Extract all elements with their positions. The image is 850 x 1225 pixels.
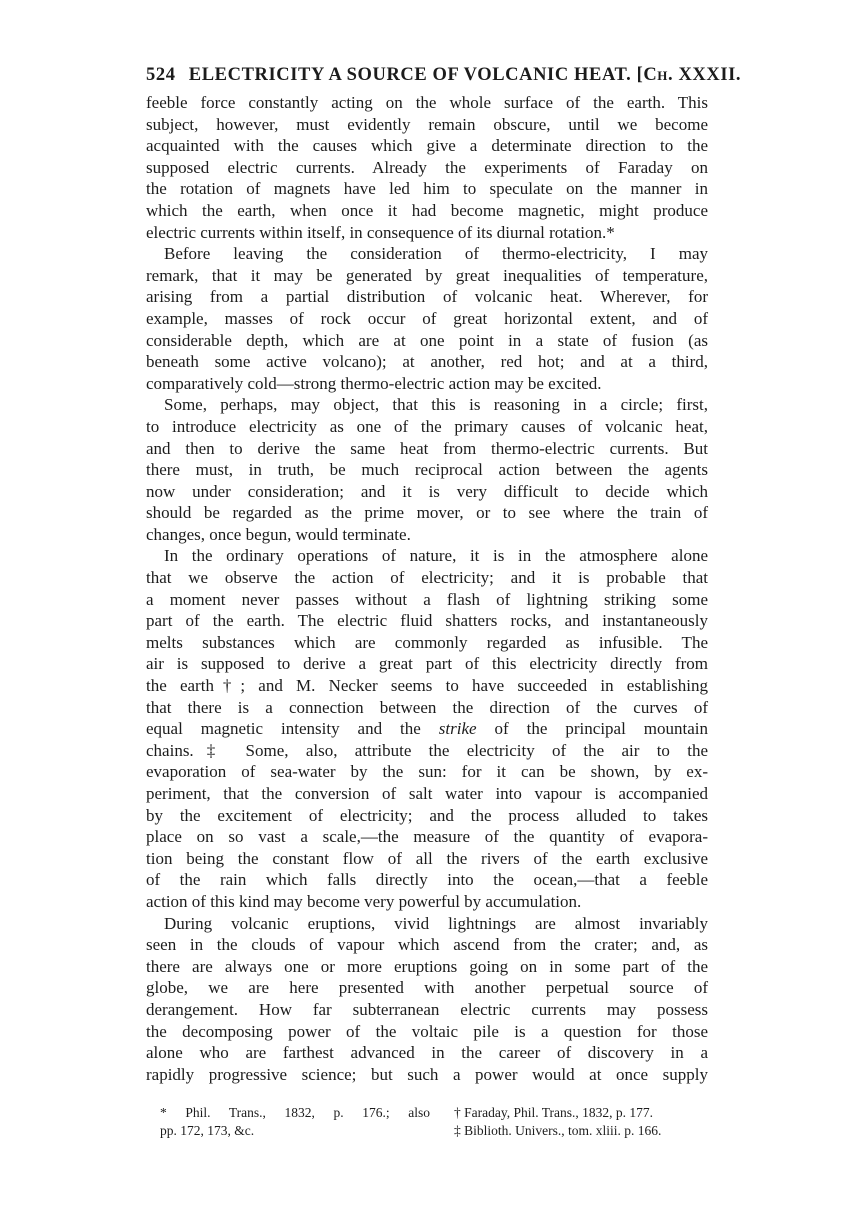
running-head [146,62,742,92]
text-line: changes, once begun, would terminate. [146,524,411,544]
text-line: now under consideration; and it is very difficult to decide which [146,481,708,501]
text-line: supposed electric currents. Already the experiments of Faraday on [146,157,708,177]
running-title: ELECTRICITY A SOURCE OF VOLCANIC HEAT. [188,65,632,85]
text-line: action of this kind may become very powerful by accumulation. [146,891,582,911]
text-line: which the earth, when once it had become magnetic, might produce [146,200,708,220]
text-line: During volcanic eruptions, vivid lightnings are almost invariably [164,913,708,933]
footnote-left [160,1104,430,1140]
text-line: acquainted with the causes which give a determinate direction to the [146,136,708,156]
chapter-label: [Ch. XXXII. [636,65,742,85]
text-line: that there is a connection between the direction of the curves of [146,697,708,717]
text-line: arising from a partial distribution of volcanic heat. Wherever, for [146,287,708,307]
footnote-line: pp. 172, 173, &c. [160,1123,255,1138]
text-line: by the excitement of electricity; and the process alluded to takes [146,805,708,825]
text-line: place on so vast a scale,—the measure of the quantity of evapora- [146,827,708,847]
text-line: comparatively cold—strong thermo-electric action may be excited. [146,373,602,393]
text-line: there are always one or more eruptions going on in some part of the [146,956,708,976]
footnote-line: * Phil. Trans., 1832, p. 176.; also [160,1105,430,1120]
text-line: evaporation of sea-water by the sun: for it can be shown, by ex- [146,762,708,782]
text-line: subject, however, must evidently remain obscure, until we become [146,114,708,134]
text-line: the rotation of magnets have led him to speculate on the manner in [146,179,708,199]
page-body [146,62,742,1085]
text-line: rapidly progressive science; but such a power would at once supply [146,1064,708,1084]
footnote-line: † Faraday, Phil. Trans., 1832, p. 177. [454,1105,654,1120]
text-line: remark, that it may be generated by great inequalities of temperature, [146,265,708,285]
text-line: beneath some active volcano); at another, red hot; and at a third, [146,352,708,372]
text-line: the decomposing power of the voltaic pile is a question for those [146,1021,708,1041]
text-line: chains.‡ Some, also, attribute the electricity of the air to the [146,740,708,760]
text-line: alone who are farthest advanced in the career of discovery in a [146,1043,708,1063]
page-number: 524 [146,65,176,85]
text-line: part of the earth. The electric fluid shatters rocks, and instantaneously [146,611,708,631]
text-line: melts substances which are commonly regarded as infusible. The [146,632,708,652]
text-line: and then to derive the same heat from thermo-electric currents. But [146,438,708,458]
text-line: example, masses of rock occur of great horizontal extent, and of [146,308,708,328]
text-line: Before leaving the consideration of thermo-electricity, I may [164,244,708,264]
text-line: should be regarded as the prime mover, or to see where the train of [146,503,708,523]
footnote-line: ‡ Biblioth. Univers., tom. xliii. p. 166. [454,1123,662,1138]
text-line: seen in the clouds of vapour which ascend from the crater; and, as [146,935,708,955]
text-line: there must, in truth, be much reciprocal action between the agents [146,460,708,480]
text-line: that we observe the action of electricity; and it is probable that [146,568,708,588]
text-line: equal magnetic intensity and the strike of the principal mountain [146,719,708,739]
text-line: Some, perhaps, may object, that this is reasoning in a circle; first, [164,395,708,415]
text-line: the earth†; and M. Necker seems to have succeeded in establishing [146,676,708,696]
text-line: In the ordinary operations of nature, it is in the atmosphere alone [164,546,708,566]
text-line: electric currents within itself, in consequence of its diurnal rotation.* [146,222,615,242]
text-line: of the rain which falls directly into the ocean,—that a feeble [146,870,708,890]
text-line: periment, that the conversion of salt water into vapour is accompanied [146,784,708,803]
text-line: air is supposed to derive a great part of this electricity directly from [146,654,708,674]
text-line: globe, we are here presented with another perpetual source of [146,978,708,998]
body-text [146,92,708,1085]
text-line: a moment never passes without a flash of lightning striking some [146,589,708,609]
footnote-right [454,1104,714,1140]
text-line: tion being the constant flow of all the rivers of the earth exclusive [146,848,708,868]
text-line: considerable depth, which are at one point in a state of fusion (as [146,330,708,350]
text-line: feeble force constantly acting on the whole surface of the earth. This [146,93,708,112]
text-line: to introduce electricity as one of the primary causes of volcanic heat, [146,416,708,436]
text-line: derangement. How far subterranean electric currents may possess [146,999,708,1019]
